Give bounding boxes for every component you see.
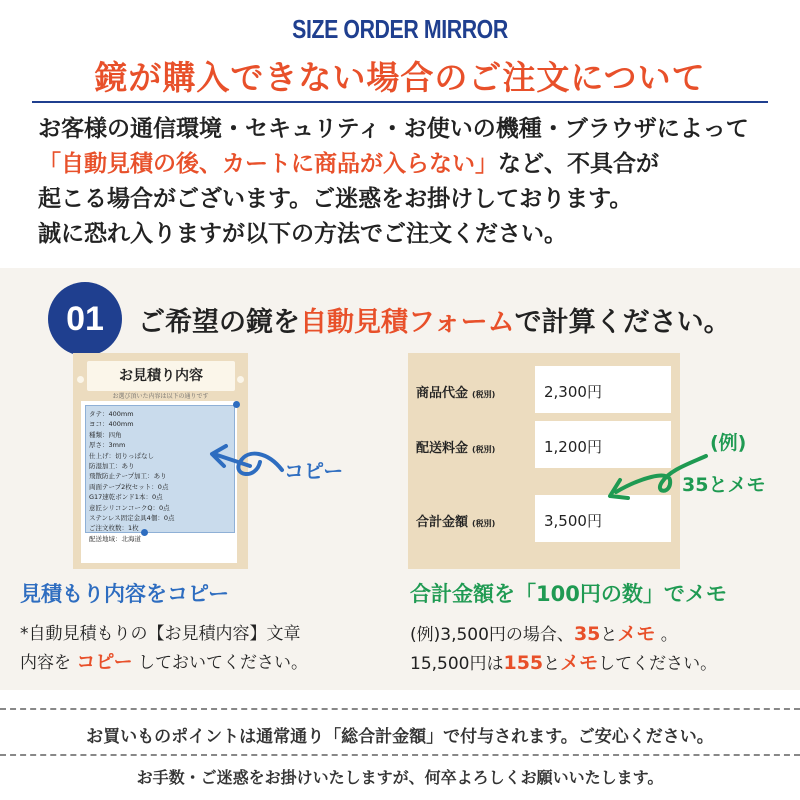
quote-line: 防湿加工：あり xyxy=(89,462,135,471)
memo-desc-2-mid: と xyxy=(543,654,561,674)
example-label: (例) xyxy=(710,432,747,454)
quote-line: G17速乾ボンド1本：0点 xyxy=(89,493,163,502)
copy-desc-line-2 xyxy=(20,648,308,677)
price-value: 3,500円 xyxy=(544,512,602,530)
footer-message: お手数・ご迷惑をお掛けいたしますが、何卒よろしくお願いいたします。 xyxy=(136,768,664,787)
memo-arrow-icon xyxy=(610,456,706,498)
memo-desc-1-pre: (例)3,500円の場合、 xyxy=(410,625,574,645)
price-row-label-text: 合計金額 xyxy=(416,515,469,530)
memo-desc-2-pre: 15,500円は xyxy=(410,654,504,674)
quote-line: 意匠シリコンコークQ：0点 xyxy=(89,503,170,512)
memo-desc-1-mid: と xyxy=(600,625,618,645)
quote-line: 厚さ：3mm xyxy=(89,441,126,450)
quote-line: 飛散防止テープ加工：あり xyxy=(89,472,167,481)
memo-desc-1-post: 。 xyxy=(655,625,678,645)
step-title-post: で計算ください。 xyxy=(514,307,731,338)
copy-arrow-icon xyxy=(212,446,282,474)
memo-label: 35とメモ xyxy=(682,474,766,496)
copy-label: コピー xyxy=(284,459,344,483)
quote-line: ヨコ：400mm xyxy=(89,420,134,429)
copy-desc-accent: コピー xyxy=(76,651,133,673)
copy-step-caption: 見積もり内容をコピー xyxy=(20,582,230,606)
quote-card-subtitle: お選び頂いた内容は以下の通りです xyxy=(112,393,209,400)
quote-line: タテ：400mm xyxy=(89,410,134,418)
page-headline: 鏡が購入できない場合のご注文について xyxy=(94,58,706,97)
notice-bottom-rule xyxy=(0,754,800,756)
price-value: 2,300円 xyxy=(544,383,602,401)
step-number-badge: 01 xyxy=(48,282,122,356)
step-title-accent: 自動見積フォーム xyxy=(300,307,515,338)
copy-desc-post: しておいてください。 xyxy=(132,653,309,673)
intro-line-1: お客様の通信環境・セキュリティ・お使いの機種・ブラウザによって xyxy=(38,116,749,142)
memo-desc-2-post: してください。 xyxy=(598,654,718,674)
notice-top-rule xyxy=(0,708,800,710)
points-notice: お買いものポイントは通常通り「総合計金額」で付与されます。ご安心ください。 xyxy=(86,727,714,747)
intro-line-2-rest: など、不具合が xyxy=(498,151,659,177)
brand-logo: SIZE ORDER MIRROR xyxy=(292,14,508,44)
memo-desc-line-2 xyxy=(410,649,717,678)
price-row-label-text: 商品代金 xyxy=(416,386,469,401)
memo-step-description xyxy=(410,620,717,678)
intro-line-2-accent: 「自動見積の後、カートに商品が入らない」 xyxy=(38,151,498,177)
memo-desc-line-1 xyxy=(410,620,717,649)
price-value: 1,200円 xyxy=(544,438,602,456)
copy-desc-line-1: *自動見積もりの【お見積内容】文章 xyxy=(20,624,301,644)
quote-line: 配送地域：北海道 xyxy=(89,534,141,543)
intro-line-4: 誠に恐れ入りますが以下の方法でご注文ください。 xyxy=(38,221,567,247)
price-row-label-text: 配送料金 xyxy=(416,441,469,456)
tax-note: (税別) xyxy=(472,519,496,528)
memo-desc-1-memo: メモ xyxy=(617,623,656,645)
quote-line: ステンレス固定金具4個：0点 xyxy=(89,514,175,523)
quote-line: ご注文枚数：1枚 xyxy=(89,524,139,533)
step-title-pre: ご希望の鏡を xyxy=(138,307,300,338)
quote-line: 仕上げ：切りっぱなし xyxy=(89,451,154,460)
copy-step-description xyxy=(20,620,308,677)
quote-line: 種類：四角 xyxy=(89,430,122,439)
tax-note: (税別) xyxy=(472,390,496,399)
copy-desc-pre: 内容を xyxy=(20,653,77,673)
memo-desc-1-num: 35 xyxy=(573,623,601,645)
tax-note: (税別) xyxy=(472,445,496,454)
memo-step-caption: 合計金額を「100円の数」でメモ xyxy=(410,582,727,606)
memo-desc-2-memo: メモ xyxy=(560,652,599,674)
intro-line-3: 起こる場合がございます。ご迷惑をお掛けしております。 xyxy=(38,186,633,212)
memo-desc-2-num: 155 xyxy=(503,652,544,674)
quote-line: 両面テープ2枚セット：0点 xyxy=(89,482,169,491)
quote-card-title: お見積り内容 xyxy=(87,361,235,391)
